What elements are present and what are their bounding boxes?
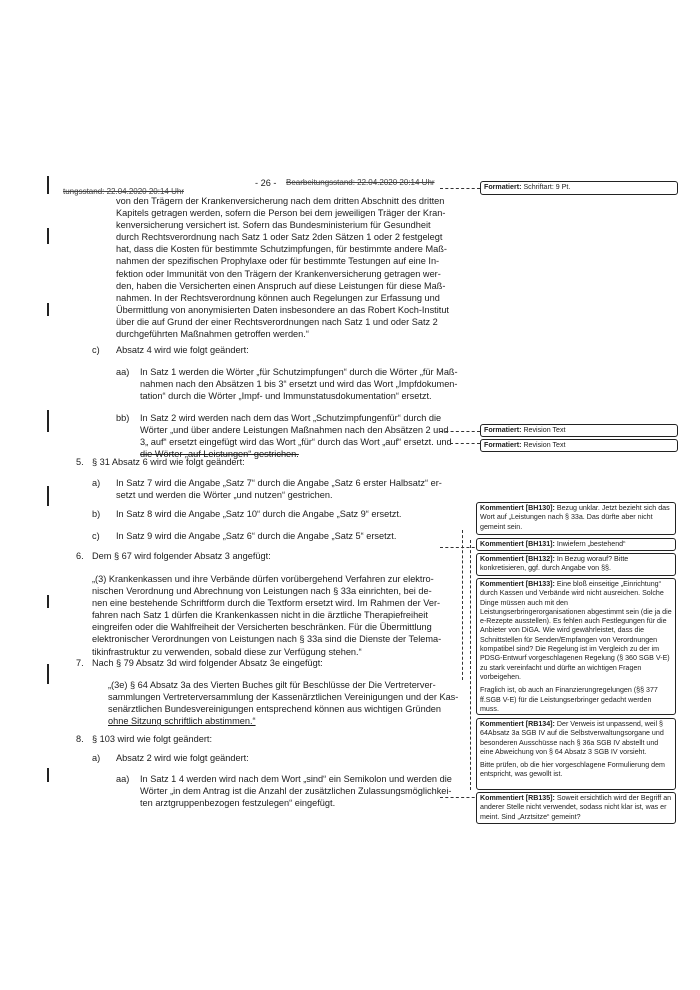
revision-stamp-left: tungsstand: 22.04.2020 20:14 Uhr xyxy=(63,187,184,196)
balloon-label: Kommentiert [RB134]: xyxy=(480,720,555,728)
comment-balloon[interactable] xyxy=(476,792,676,824)
list-item-text: In Satz 9 wird die Angabe „Satz 6“ durch die Angabe „Satz 5“ ersetzt. xyxy=(116,531,397,541)
change-bar xyxy=(47,176,49,194)
comment-balloon[interactable] xyxy=(476,718,676,790)
comment-balloon[interactable] xyxy=(476,502,676,535)
text-line: senärztlichen Bundesvereinigungen entsprechend können aus wichtigen Gründen xyxy=(108,704,442,715)
comment-connector xyxy=(440,431,480,432)
balloon-body xyxy=(480,720,672,757)
text-line: nen eine bestehende Schriftform durch die Textform ersetzt wird. Im Rahmen der Ver- xyxy=(92,598,441,609)
comment-connector xyxy=(440,547,480,548)
list-item-text: Dem § 67 wird folgender Absatz 3 angefügt: xyxy=(92,551,271,561)
list-label: bb) xyxy=(116,413,130,423)
text-line: setzt und werden die Wörter „und nutzen“ gestrichen. xyxy=(116,490,333,501)
balloon-text: Revision Text xyxy=(523,441,566,449)
balloon-label: Kommentiert [BH130]: xyxy=(480,504,555,512)
comment-connector xyxy=(440,188,480,189)
format-balloon[interactable] xyxy=(480,424,678,437)
list-item-text: Absatz 4 wird wie folgt geändert: xyxy=(116,345,249,355)
balloon-text: Eine bloß einseitige „Einrichtung“ durch Kassen und Verbände wird nicht ausreichen. Solche Dinge müssen auch mit den Leistungserbringerorganisationen abgestimmt sein (die ja die e-Rezepte ausstellen). Es fehlen auch Festlegungen für die Anbieter von DiGA. Wie wird gewährleistet, dass die Schnittstellen für Senden/Empfangen von Verordnungen kompatibel sind? Die Regelung ist im Vergleich zu der im PDSG-Entwurf vorgeschlagenen Regelung (§ 360 SGB V-E) zu stark vereinfacht und dürfte an wichtigen Fragen vorbeigehen. xyxy=(480,580,672,681)
balloon-label: Formatiert: xyxy=(484,426,522,434)
change-bar xyxy=(47,768,49,782)
list-label: 5. xyxy=(76,457,84,467)
text-line: In Satz 1 werden die Wörter „für Schutzimpfungen“ durch die Wörter „für Maß- xyxy=(140,367,458,377)
comment-connector xyxy=(440,797,480,798)
balloon-text: In Bezug worauf? Bitte konkretisieren, ggf. durch Angabe von §§. xyxy=(480,555,629,573)
format-balloon[interactable] xyxy=(480,439,678,452)
text-line: hat, dass die Kosten für bestimmte Schutzimpfungen, für bestimmte andere Maß- xyxy=(116,244,447,255)
balloon-label: Kommentiert [RB135]: xyxy=(480,794,555,802)
list-label: aa) xyxy=(116,774,130,784)
text-line: fektion oder Immunität von den Trägern der Krankenversicherung getragen wer- xyxy=(116,268,441,279)
list-label: aa) xyxy=(116,367,130,377)
text-line: durchgeführten Maßnahmen getroffen werden.“ xyxy=(116,329,309,340)
comment-balloon[interactable] xyxy=(476,538,676,551)
format-balloon[interactable] xyxy=(480,181,678,195)
text-line: In Satz 2 wird werden nach dem das Wort „Schutzimpfungenfür“ durch die xyxy=(140,413,442,423)
text-line: ten arztgruppenbezogen festzulegen“ eingefügt. xyxy=(140,798,336,809)
text-line: eingreifen oder die Wahlfreiheit der Versicherten beschränken. Für die Übermittlung xyxy=(92,622,432,633)
text-line: den, haben die Versicherten einen Anspruch auf diese Leistungen für diese Maß- xyxy=(116,280,446,291)
list-item-text: § 103 wird wie folgt geändert: xyxy=(92,734,213,744)
text-line: sammlungen Vertreterversammlung der Kassenärztlichen Vereinigungen und der Kas- xyxy=(108,692,459,703)
balloon-text: Bezug unklar. Jetzt bezieht sich das Wort auf „Leistungen nach § 33a. Das dürfte aber nicht gemeint sein. xyxy=(480,504,670,531)
text-line: „(3) Krankenkassen und ihre Verbände dürfen vorübergehend Verfahren zur elektro- xyxy=(92,574,434,584)
text-line: ohne Sitzung schriftlich abstimmen.“ xyxy=(108,716,256,727)
list-label: 6. xyxy=(76,551,84,561)
list-label: c) xyxy=(92,531,100,541)
balloon-text-2: Fraglich ist, ob auch an Finanzierungregelungen (§§ 377 ff.SGB V-E) für die Leistungserbringer gedacht werden muss. xyxy=(480,686,658,713)
inserted-paragraph xyxy=(108,679,460,727)
list-item-text: In Satz 8 wird die Angabe „Satz 10“ durch die Angabe „Satz 9“ ersetzt. xyxy=(116,509,402,519)
change-bar xyxy=(47,595,49,608)
list-label: a) xyxy=(92,753,101,763)
text-line: kenversicherung versichert ist. Sofern das Bundesministerium für Gesundheit xyxy=(116,220,431,231)
list-item-text xyxy=(140,366,460,402)
list-label: 8. xyxy=(76,734,84,744)
text-line: nahmen. In der Rechtsverordnung können auch Regelungen zur Erfassung und xyxy=(116,292,440,303)
comment-balloon[interactable] xyxy=(476,578,676,715)
text-line: In Satz 7 wird die Angabe „Satz 7“ durch die Angabe „Satz 6 erster Halbsatz“ er- xyxy=(116,478,442,488)
list-item-text: § 31 Absatz 6 wird wie folgt geändert: xyxy=(92,457,245,467)
list-item-text xyxy=(116,477,461,501)
balloon-text: Der Verweis ist unpassend, weil § 64Absatz 3a SGB IV auf die Selbstverwaltungsorgane und besonderen Ausschüsse nach § 36a SGB IV abstellt und eine Abweichung von § 64 Absatz 3 SGB IV vorsieht. xyxy=(480,720,664,756)
revision-stamp: Bearbeitungsstand: 22.04.2020 20:14 Uhr xyxy=(286,178,435,187)
paragraph-continuation xyxy=(116,195,461,340)
list-label: 7. xyxy=(76,658,84,668)
comment-connector xyxy=(462,530,463,680)
change-bar xyxy=(47,410,49,432)
text-line: „(3e) § 64 Absatz 3a des Vierten Buches gilt für Beschlüsse der Die Vertreterver- xyxy=(108,680,436,690)
balloon-text: Schriftart: 9 Pt. xyxy=(523,183,571,191)
text-line: von den Trägern der Krankenversicherung nach dem dritten Abschnitt des dritten xyxy=(116,196,445,206)
text-line: durch Rechtsverordnung nach Satz 1 oder Satz 2den Sätzen 1 oder 2 festgelegt xyxy=(116,232,443,243)
text-line: In Satz 1 4 werden wird nach dem Wort „sind“ ein Semikolon und werden die xyxy=(140,774,452,784)
comment-connector xyxy=(470,540,471,790)
text-line: Übermittlung von anonymisierten Daten insbesondere an das Robert Koch-Institut xyxy=(116,304,449,315)
list-item-text: Absatz 2 wird wie folgt geändert: xyxy=(116,753,249,763)
balloon-body xyxy=(480,580,672,682)
text-line: fahren nach Satz 1 dürfen die Krankenkassen nicht in die ärztliche Therapiefreiheit xyxy=(92,610,428,621)
text-line: Wörter „und über andere Leistungen Maßnahmen nach den Absätzen 2 und xyxy=(140,425,449,436)
list-item-text xyxy=(140,773,462,809)
change-bar xyxy=(47,486,49,506)
list-item-text: Nach § 79 Absatz 3d wird folgender Absatz 3e eingefügt: xyxy=(92,658,323,668)
text-line: tikinfrastruktur zu verwenden, sobald diese zur Verfügung stehen.“ xyxy=(92,646,362,657)
balloon-text-2: Bitte prüfen, ob die hier vorgeschlagene Formulierung dem entspricht, was gewollt ist. xyxy=(480,761,665,779)
comment-connector xyxy=(450,443,480,444)
change-bar xyxy=(47,303,49,316)
text-line: Kapitels getragen werden, sofern die Person bei dem jeweiligen Träger der Kran- xyxy=(116,208,446,219)
list-label: a) xyxy=(92,478,101,488)
balloon-label: Formatiert: xyxy=(484,183,522,191)
text-line: 3„ auf“ ersetzt eingefügt wird das Wort „für“ durch das Wort „auf“ ersetzt. und xyxy=(140,437,452,448)
change-bar xyxy=(47,228,49,244)
balloon-text: Inwiefern „bestehend“ xyxy=(556,540,626,548)
list-item-text xyxy=(140,412,462,460)
balloon-label: Formatiert: xyxy=(484,441,522,449)
text-line: über die auf Grund der einer Rechtsverordnungen nach Satz 1 und oder Satz 2 xyxy=(116,316,438,327)
list-label: c) xyxy=(92,345,100,355)
text-line: nahmen nach den Absätzen 1 bis 3“ ersetzt und wird das Wort „Impfdokumen- xyxy=(140,379,458,390)
balloon-text: Revision Text xyxy=(523,426,566,434)
balloon-label: Kommentiert [BH131]: xyxy=(480,540,555,548)
balloon-label: Kommentiert [BH132]: xyxy=(480,555,555,563)
text-line: die Wörter „auf Leistungen“ gestrichen. xyxy=(140,449,299,460)
list-label: b) xyxy=(92,509,101,519)
text-line: Wörter „in dem Antrag ist die Anzahl der zusätzlichen Zulassungsmöglichkei- xyxy=(140,786,452,797)
comment-balloon[interactable] xyxy=(476,553,676,576)
text-line: nahmen der spezifischen Prophylaxe oder für bestimmte Testungen auf eine In- xyxy=(116,256,440,267)
inserted-paragraph xyxy=(92,573,460,658)
text-line: elektronischer Verordnungen von Leistungen nach § 33a sind die Dienste der Telema- xyxy=(92,634,442,645)
change-bar xyxy=(47,664,49,684)
text-line: tation“ durch die Wörter „Impf- und Immunstatusdokumentation“ ersetzt. xyxy=(140,391,432,402)
text-line: nischen Verordnung und Abrechnung von Leistungen nach § 33a einrichten, bei de- xyxy=(92,586,432,597)
page-number: - 26 - xyxy=(255,178,277,188)
balloon-text: Soweit ersichtlich wird der Begriff an anderer Stelle nicht verwendet, sodass nicht klar ist, was er meint. Sind „Arztsitze“ gemeint? xyxy=(480,794,672,821)
balloon-label: Kommentiert [BH133]: xyxy=(480,580,555,588)
